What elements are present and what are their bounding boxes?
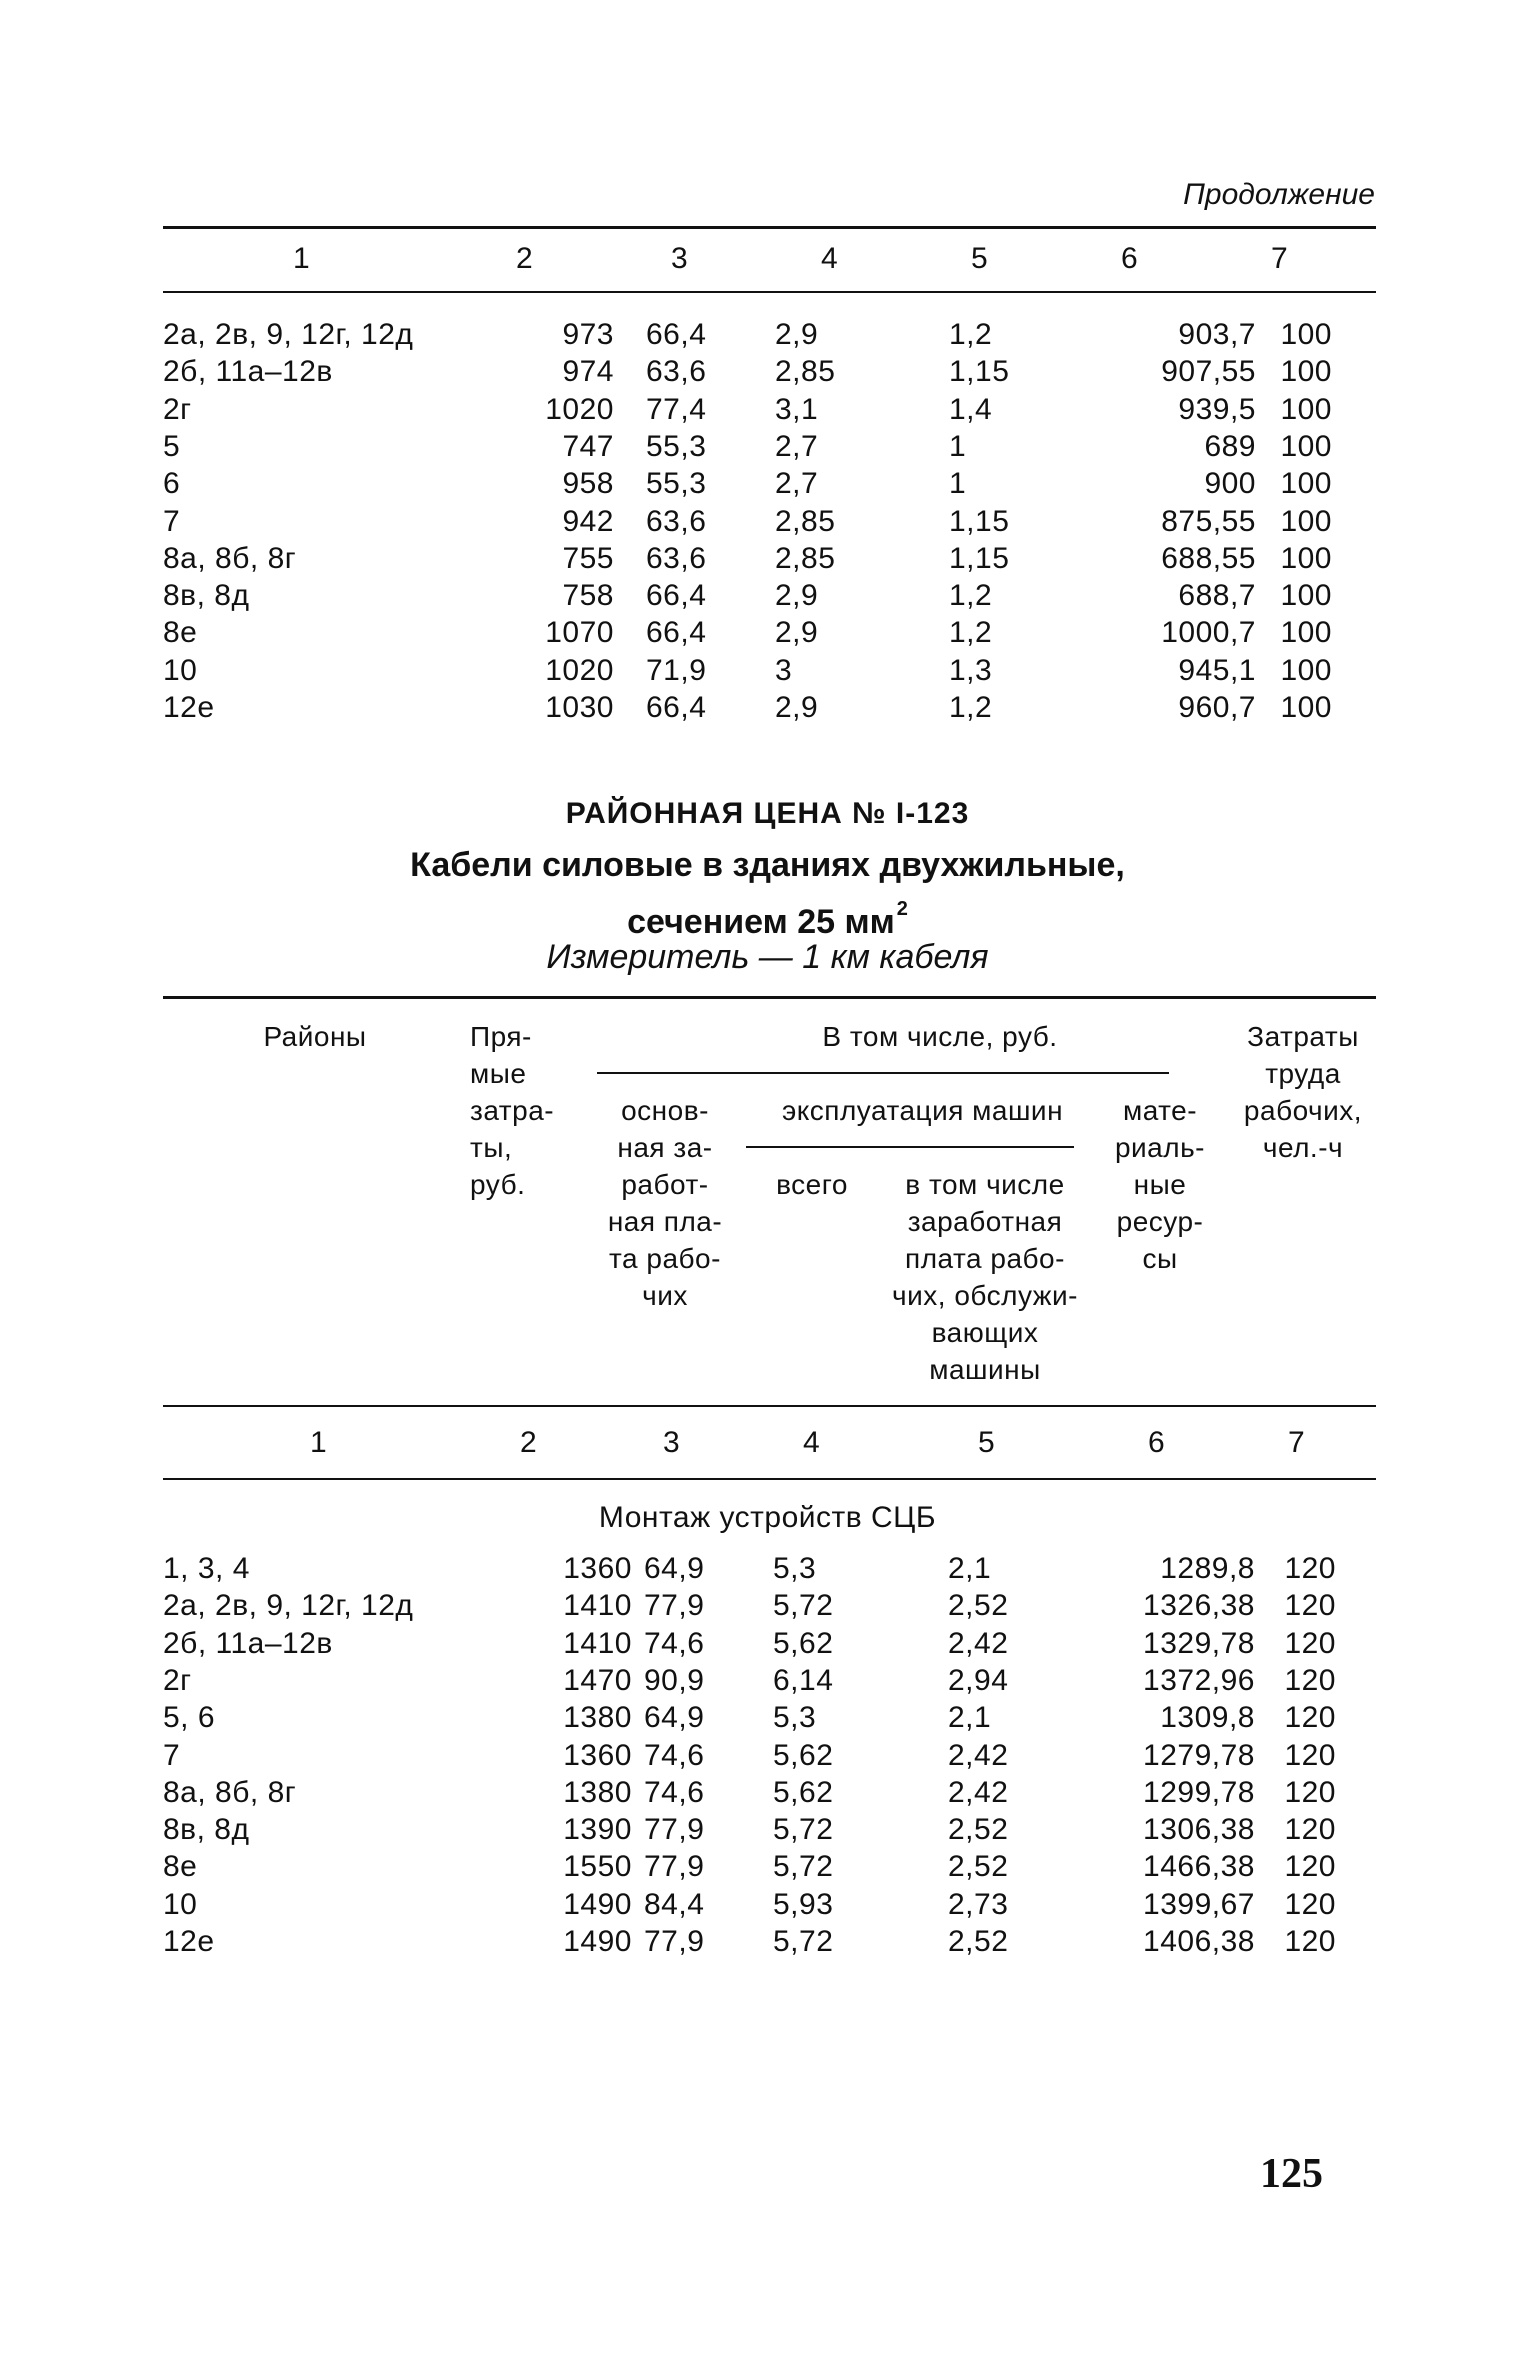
table-row <box>163 505 1376 542</box>
table-cell-col7: 120 <box>1284 1775 1336 1809</box>
table-row <box>163 1925 1376 1962</box>
table-cell-col5: 1 <box>949 429 967 463</box>
table2-header-base-wage: основ- ная за- работ- ная пла- та рабо- чих <box>607 1095 723 1311</box>
table1-body <box>163 318 1376 738</box>
table-row <box>163 691 1376 728</box>
table-cell-col3: 55,3 <box>646 467 707 501</box>
table-cell-col2: 942 <box>562 504 614 538</box>
table-cell-col6: 1000,7 <box>1161 616 1256 650</box>
table-cell-col5: 1,2 <box>949 691 993 724</box>
table-cell-col2: 1070 <box>545 616 614 650</box>
table-cell-col7: 100 <box>1280 616 1332 650</box>
table-cell-col4: 5,62 <box>773 1738 834 1772</box>
table-cell-col2: 1030 <box>545 691 614 724</box>
table-cell-col3: 71,9 <box>646 653 707 687</box>
table-cell-col1: 8в, 8д <box>163 1813 250 1847</box>
table-cell-col1: 5 <box>163 429 181 463</box>
table-cell-col5: 2,1 <box>948 1701 992 1735</box>
table-cell-col7: 100 <box>1280 392 1332 426</box>
table2-header-labor: Затраты труда рабочих, чел.-ч <box>1243 1021 1363 1163</box>
table-cell-col5: 2,94 <box>948 1663 1009 1697</box>
table-cell-col3: 66,4 <box>646 616 707 650</box>
table-cell-col6: 960,7 <box>1178 691 1256 724</box>
table-cell-col5: 2,52 <box>948 1813 1009 1847</box>
table2-header-districts: Районы <box>263 1021 367 1052</box>
table-cell-col1: 6 <box>163 467 181 501</box>
table1-colnum-7: 7 <box>1271 242 1288 275</box>
section-subtitle-superscript: 2 <box>896 898 908 920</box>
table2-header-machines: эксплуатация машин <box>781 1095 1064 1126</box>
table-cell-col2: 747 <box>562 429 614 463</box>
table-cell-col2: 1380 <box>563 1701 632 1735</box>
table1-top-rule <box>163 226 1376 229</box>
table-row <box>163 430 1376 467</box>
table-cell-col7: 100 <box>1280 429 1332 463</box>
table-cell-col3: 66,4 <box>646 691 707 724</box>
table-row <box>163 1739 1376 1776</box>
table-cell-col4: 2,85 <box>775 355 836 389</box>
table-cell-col4: 2,7 <box>775 429 819 463</box>
table2-colnum-1: 1 <box>310 1426 327 1459</box>
table-cell-col6: 907,55 <box>1161 355 1256 389</box>
section-subtitle-line2-text: сечением 25 мм <box>627 903 895 941</box>
table-cell-col4: 2,7 <box>775 467 819 501</box>
table2-colnum-4: 4 <box>803 1426 820 1459</box>
table-cell-col3: 77,9 <box>644 1813 705 1847</box>
section-title: РАЙОННАЯ ЦЕНА № I-123 <box>565 797 970 830</box>
table-cell-col4: 3,1 <box>775 392 819 426</box>
table-cell-col6: 945,1 <box>1178 653 1256 687</box>
table-cell-col1: 8е <box>163 616 198 650</box>
table-row <box>163 1589 1376 1626</box>
table-cell-col1: 7 <box>163 1738 181 1772</box>
table-cell-col3: 63,6 <box>646 504 707 538</box>
table-cell-col7: 100 <box>1280 467 1332 501</box>
table-cell-col2: 1390 <box>563 1813 632 1847</box>
table-cell-col3: 77,9 <box>644 1850 705 1884</box>
table-cell-col2: 755 <box>562 541 614 575</box>
table2-header-bottom-rule <box>163 1405 1376 1407</box>
table-cell-col4: 5,62 <box>773 1775 834 1809</box>
table-cell-col2: 758 <box>562 579 614 613</box>
table-cell-col1: 1, 3, 4 <box>163 1552 250 1585</box>
table-cell-col5: 2,42 <box>948 1775 1009 1809</box>
table-cell-col5: 2,52 <box>948 1925 1009 1958</box>
table-cell-col5: 2,42 <box>948 1738 1009 1772</box>
table1-colnum-6: 6 <box>1121 242 1138 275</box>
table-cell-col5: 2,52 <box>948 1589 1009 1623</box>
table-cell-col2: 973 <box>562 318 614 351</box>
table-row <box>163 654 1376 691</box>
table-cell-col6: 1279,78 <box>1143 1738 1255 1772</box>
table-cell-col2: 1380 <box>563 1775 632 1809</box>
table-row <box>163 1664 1376 1701</box>
table-cell-col6: 689 <box>1204 429 1256 463</box>
table-cell-col4: 2,9 <box>775 318 819 351</box>
table-cell-col2: 1470 <box>563 1663 632 1697</box>
table2-colnum-2: 2 <box>520 1426 537 1459</box>
table-cell-col5: 1 <box>949 467 967 501</box>
table-cell-col4: 5,72 <box>773 1589 834 1623</box>
table-cell-col2: 958 <box>562 467 614 501</box>
table-cell-col4: 3 <box>775 653 793 687</box>
table-cell-col5: 2,73 <box>948 1887 1009 1921</box>
section-subtitle <box>0 843 1535 944</box>
table2-colnum-5: 5 <box>978 1426 995 1459</box>
table-cell-col7: 120 <box>1284 1701 1336 1735</box>
table-cell-col5: 2,42 <box>948 1626 1009 1660</box>
table-cell-col3: 77,4 <box>646 392 707 426</box>
table2-header-machines-total: всего <box>776 1169 848 1200</box>
page-number: 125 <box>1260 2151 1323 2197</box>
table-cell-col3: 84,4 <box>644 1887 705 1921</box>
table-cell-col3: 64,9 <box>644 1552 705 1585</box>
table2-including-rule <box>597 1072 1169 1074</box>
table-cell-col4: 5,62 <box>773 1626 834 1660</box>
table-cell-col1: 2г <box>163 1663 192 1697</box>
table-row <box>163 1888 1376 1925</box>
table-cell-col1: 8в, 8д <box>163 579 250 613</box>
table2-top-rule <box>163 996 1376 999</box>
table-cell-col3: 74,6 <box>644 1775 705 1809</box>
table-cell-col4: 5,72 <box>773 1813 834 1847</box>
table-cell-col1: 2г <box>163 392 192 426</box>
table-cell-col3: 66,4 <box>646 318 707 351</box>
table-cell-col3: 90,9 <box>644 1663 705 1697</box>
table-cell-col1: 10 <box>163 653 198 687</box>
table-cell-col4: 2,9 <box>775 616 819 650</box>
table-cell-col7: 100 <box>1280 318 1332 351</box>
table-cell-col2: 1550 <box>563 1850 632 1884</box>
table-cell-col7: 120 <box>1284 1552 1336 1585</box>
table-cell-col2: 1410 <box>563 1626 632 1660</box>
table-row <box>163 393 1376 430</box>
table-cell-col6: 688,55 <box>1161 541 1256 575</box>
table-cell-col6: 875,55 <box>1161 504 1256 538</box>
table-cell-col6: 1289,8 <box>1160 1552 1255 1585</box>
table-cell-col1: 5, 6 <box>163 1701 216 1735</box>
table-cell-col7: 120 <box>1284 1925 1336 1958</box>
table-cell-col6: 1326,38 <box>1143 1589 1255 1623</box>
table-cell-col2: 1410 <box>563 1589 632 1623</box>
table-cell-col6: 1309,8 <box>1160 1701 1255 1735</box>
table-cell-col1: 2б, 11а–12в <box>163 1626 333 1660</box>
table-cell-col6: 939,5 <box>1178 392 1256 426</box>
table-cell-col2: 1020 <box>545 392 614 426</box>
table-cell-col7: 120 <box>1284 1738 1336 1772</box>
table-row <box>163 355 1376 392</box>
table-row <box>163 1850 1376 1887</box>
table2-header-direct-costs: Пря- мые затра- ты, руб. <box>470 1021 555 1200</box>
table-cell-col6: 1329,78 <box>1143 1626 1255 1660</box>
table2-colnum-3: 3 <box>663 1426 680 1459</box>
table2-header-machines-wage: в том числе заработная плата рабо- чих, обслужи- вающих машины <box>892 1169 1078 1385</box>
table2-header-including: В том числе, руб. <box>822 1021 1058 1052</box>
table-row <box>163 1552 1376 1589</box>
table-cell-col2: 1360 <box>563 1738 632 1772</box>
table-cell-col4: 2,85 <box>775 541 836 575</box>
table-cell-col3: 77,9 <box>644 1589 705 1623</box>
section-measure: Измеритель — 1 км кабеля <box>546 938 989 976</box>
table-cell-col6: 1466,38 <box>1143 1850 1255 1884</box>
table-cell-col7: 120 <box>1284 1663 1336 1697</box>
table-cell-col3: 63,6 <box>646 355 707 389</box>
table-cell-col6: 1372,96 <box>1143 1663 1255 1697</box>
table-cell-col4: 5,93 <box>773 1887 834 1921</box>
table-cell-col7: 100 <box>1280 653 1332 687</box>
table1-colnum-4: 4 <box>821 242 838 275</box>
table-cell-col5: 2,1 <box>948 1552 992 1585</box>
section-subtitle-line1: Кабели силовые в зданиях двухжильные, <box>410 846 1125 884</box>
table-cell-col7: 120 <box>1284 1813 1336 1847</box>
table-row <box>163 318 1376 355</box>
table2-colnum-6: 6 <box>1148 1426 1165 1459</box>
table-cell-col2: 974 <box>562 355 614 389</box>
table-cell-col4: 2,9 <box>775 691 819 724</box>
table-cell-col6: 1299,78 <box>1143 1775 1255 1809</box>
table-cell-col7: 120 <box>1284 1626 1336 1660</box>
table-cell-col2: 1490 <box>563 1887 632 1921</box>
table-cell-col7: 100 <box>1280 691 1332 724</box>
table-cell-col1: 7 <box>163 504 181 538</box>
table-row <box>163 467 1376 504</box>
table-cell-col3: 77,9 <box>644 1925 705 1958</box>
table-cell-col3: 74,6 <box>644 1738 705 1772</box>
table-cell-col6: 903,7 <box>1178 318 1256 351</box>
table-cell-col6: 900 <box>1204 467 1256 501</box>
table-cell-col4: 2,85 <box>775 504 836 538</box>
table-cell-col5: 1,2 <box>949 318 993 351</box>
table-cell-col7: 100 <box>1280 579 1332 613</box>
table-cell-col4: 2,9 <box>775 579 819 613</box>
table-row <box>163 1813 1376 1850</box>
table-cell-col4: 5,72 <box>773 1925 834 1958</box>
table-cell-col6: 1399,67 <box>1143 1887 1255 1921</box>
table-cell-col4: 5,3 <box>773 1701 817 1735</box>
table-cell-col3: 74,6 <box>644 1626 705 1660</box>
table-cell-col4: 5,72 <box>773 1850 834 1884</box>
table1-colnum-1: 1 <box>293 242 310 275</box>
table-cell-col3: 64,9 <box>644 1701 705 1735</box>
table-cell-col1: 10 <box>163 1887 198 1921</box>
table-row <box>163 1776 1376 1813</box>
table-cell-col6: 688,7 <box>1178 579 1256 613</box>
table-row <box>163 579 1376 616</box>
table-cell-col5: 1,3 <box>949 653 993 687</box>
table1-header-rule <box>163 291 1376 293</box>
table-row <box>163 616 1376 653</box>
table-cell-col1: 8е <box>163 1850 198 1884</box>
table-row <box>163 542 1376 579</box>
table-cell-col1: 2б, 11а–12в <box>163 355 333 389</box>
table-cell-col7: 120 <box>1284 1850 1336 1884</box>
table2-machines-rule <box>746 1146 1074 1148</box>
section-subtitle-line2 <box>0 887 1535 944</box>
table-row <box>163 1627 1376 1664</box>
table-cell-col5: 1,4 <box>949 392 993 426</box>
table-cell-col5: 2,52 <box>948 1850 1009 1884</box>
table-row <box>163 1701 1376 1738</box>
table2-header-materials: мате- риаль- ные ресур- сы <box>1114 1095 1206 1274</box>
continuation-label: Продолжение <box>1183 178 1375 211</box>
table-cell-col2: 1360 <box>563 1552 632 1585</box>
table2-colnum-7: 7 <box>1288 1426 1305 1459</box>
table-cell-col1: 2а, 2в, 9, 12г, 12д <box>163 318 414 351</box>
table-cell-col2: 1490 <box>563 1925 632 1958</box>
table-cell-col1: 12е <box>163 1925 215 1958</box>
table-cell-col7: 120 <box>1284 1589 1336 1623</box>
table-cell-col1: 8а, 8б, 8г <box>163 1775 297 1809</box>
table-cell-col1: 2а, 2в, 9, 12г, 12д <box>163 1589 414 1623</box>
table-cell-col4: 5,3 <box>773 1552 817 1585</box>
table-cell-col7: 100 <box>1280 355 1332 389</box>
table2-body <box>163 1552 1376 1972</box>
table-cell-col5: 1,15 <box>949 504 1010 538</box>
table-cell-col1: 8а, 8б, 8г <box>163 541 297 575</box>
table2-group-title: Монтаж устройств СЦБ <box>598 1501 937 1534</box>
table-cell-col2: 1020 <box>545 653 614 687</box>
table-cell-col5: 1,15 <box>949 355 1010 389</box>
table-cell-col3: 63,6 <box>646 541 707 575</box>
table-cell-col7: 100 <box>1280 504 1332 538</box>
table2-numbers-rule <box>163 1478 1376 1480</box>
table-cell-col6: 1406,38 <box>1143 1925 1255 1958</box>
table-cell-col3: 55,3 <box>646 429 707 463</box>
table-cell-col7: 100 <box>1280 541 1332 575</box>
table-cell-col7: 120 <box>1284 1887 1336 1921</box>
table-cell-col5: 1,2 <box>949 579 993 613</box>
table-cell-col4: 6,14 <box>773 1663 834 1697</box>
table-cell-col5: 1,2 <box>949 616 993 650</box>
table1-colnum-3: 3 <box>671 242 688 275</box>
table-cell-col1: 12е <box>163 691 215 724</box>
table-cell-col6: 1306,38 <box>1143 1813 1255 1847</box>
table-cell-col3: 66,4 <box>646 579 707 613</box>
table1-colnum-5: 5 <box>971 242 988 275</box>
table1-colnum-2: 2 <box>516 242 533 275</box>
table-cell-col5: 1,15 <box>949 541 1010 575</box>
